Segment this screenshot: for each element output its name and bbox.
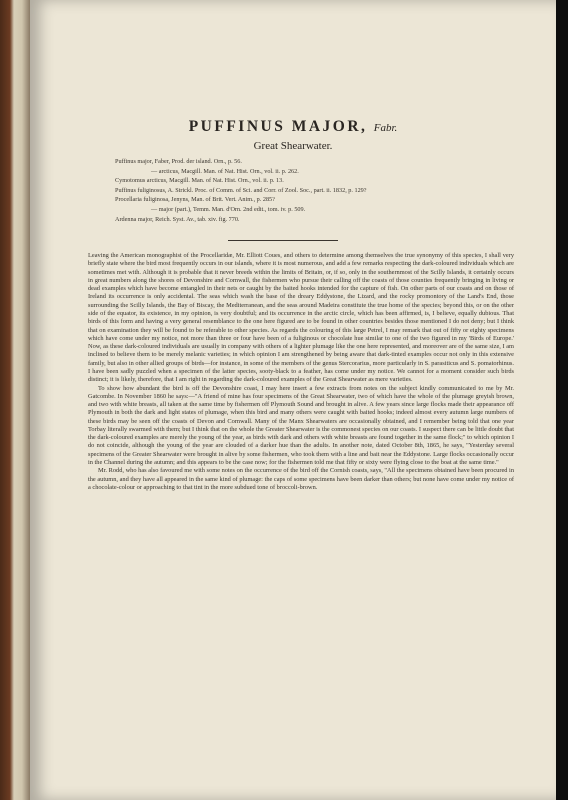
reference-line: — major (part.), Temm. Man. d'Orn. 2nd edit., tom. iv. p. 509. bbox=[151, 205, 306, 213]
synonymy-references bbox=[115, 157, 535, 224]
paragraph: To show how abundant the bird is off the Devonshire coast, I may here insert a few extracts from notes on the subject kindly communicated to me by Mr. Gatcombe. In November 1860 he says:—"A friend of mine has four specimens of the Great Shearwater, two of which have the whole of the plumage greyish brown, and two with white breasts, all taken at the same time by fishermen off Plymouth Sound and brought in alive. A few years since large flocks made their appearance off Plymouth in both the dark and light states of plumage, when this bird and many others were caught with baited hooks; indeed almost every autumn large numbers of these birds may be seen off the coasts of Devon and Cornwall. Many of the Manx Shearwaters are occasionally obtained, and I remember being told that one year Torbay literally swarmed with them; but I think that on the whole the Greater Shearwater is the commonest species on our coasts. I suspect there can be little doubt that the dark-coloured examples are merely the young of the year, as birds with dark and others with white breasts are found together in the same flock;" to which opinion I do not coincide, although the young of the year are clouded of a darker hue than the adults. In another note, dated October 8th, 1865, he says, "Yesterday several specimens of the Greater Shearwater were brought in alive by some fishermen, who took them with a line and bait near the Eddystone. Large flocks occasionally occur in the Channel during the autumn; and this appears to be the case now; for the fishermen told me that fifty or sixty were flying close to the boat at the same time." bbox=[88, 384, 514, 467]
reference-line: Ardenna major, Reich. Syst. Av., tab. xiv. fig. 770. bbox=[115, 215, 240, 223]
page-title bbox=[30, 118, 556, 136]
paragraph: Leaving the American monographist of the Procellaridæ, Mr. Elliott Coues, and others to determine among themselves the true synonymy of this species, I shall very briefly state where the bird most frequently occurs in our islands, where it is most numerous, and add a few remarks respecting the dark-coloured individuals which are sometimes met with. Although it is probable that it never breeds within the limits of Britain, or, if so, only in the southernmost of the Scilly Islands, it certainly occurs in great numbers along the shores of Devonshire and Cornwall, the fishermen who pursue their calling off the coasts of those counties frequently bringing in living or dead examples which have become entangled in their nets or caught by the baited hooks intended for the capture of fish. On other parts of our coasts and on those of Ireland its occurrence is only accidental. The seas which wash the base of the dreary Eddystone, the Lizard, and the rocky promontory of the Land's End, those surrounding the Scilly Islands, the Bay of Biscay, the Mediterranean, and the seas around Madeira constitute the true home of the species; beyond this, or on the other side of the equator, its existence, in my opinion, is very doubtful; and its occurrence in the arctic circle, which has been affirmed, is, I believe, equally dubious. That birds of this form and having a very general resemblance to the one here figured are to be found in other countries besides those mentioned I do not deny; but I think that on examination they will be found to be referable to other species. As regards the colouring of this large Petrel, I may remark that out of fifty or eighty specimens which have come under my notice, not more than three or four have been of a fuliginous or chocolate hue similar to one of the two figured in my 'Birds of Europe.' Now, as these dark-coloured individuals are usually in company with others of a lighter plumage like the one here represented, and moreover are of the same size, I am inclined to believe them to be merely melanic varieties; in which opinion I am strengthened by being aware that dark-tinted examples occur not only in this extensive family, but also in other allied groups of birds—for instance, in some of the members of the genus Stercorarius, more particularly in S. parasiticus and S. pomatorhinus. I have been sadly puzzled when a specimen of the latter species, sooty-black to a feather, has come under my notice. We cannot for a moment consider such birds distinct; it is likely, therefore, that I am right in regarding the dark-coloured examples of the Great Shearwater as mere varieties. bbox=[88, 252, 514, 384]
section-divider bbox=[228, 240, 338, 241]
body-text bbox=[88, 252, 514, 492]
page-edge-shadow bbox=[556, 0, 568, 800]
facing-page-edge bbox=[0, 0, 30, 800]
book-page bbox=[30, 0, 556, 800]
paragraph: Mr. Rodd, who has also favoured me with some notes on the occurrence of the bird off the Cornish coasts, says, "All the specimens obtained have been procured in the autumn, and they have all appeared in the same kind of plumage: the caps of some specimens have been darker than others; but none have come under my notice of a chocolate-colour or approaching to that tint in the more subdued tone of broccoli-brown. bbox=[88, 467, 514, 491]
reference-line: Cymotomus arcticus, Macgill. Man. of Nat. Hist. Orn., vol. ii. p. 13. bbox=[115, 177, 284, 185]
reference-line: — arcticus, Macgill. Man. of Nat. Hist. Orn., vol. ii. p. 262. bbox=[151, 167, 299, 175]
reference-line: Procellaria fuliginosa, Jenyns, Man. of Brit. Vert. Anim., p. 285? bbox=[115, 196, 275, 204]
page-subtitle: Great Shearwater. bbox=[253, 140, 333, 152]
title-author: Fabr. bbox=[373, 122, 398, 134]
title-species: PUFFINUS MAJOR, bbox=[188, 118, 368, 135]
reference-line: Puffinus major, Faber, Prod. der island. Orn., p. 56. bbox=[115, 158, 242, 165]
reference-line: Puffinus fuliginosus, A. Strickl. Proc. of Comm. of Sci. and Corr. of Zool. Soc., part. ii. 1832, p. 129? bbox=[115, 186, 367, 194]
